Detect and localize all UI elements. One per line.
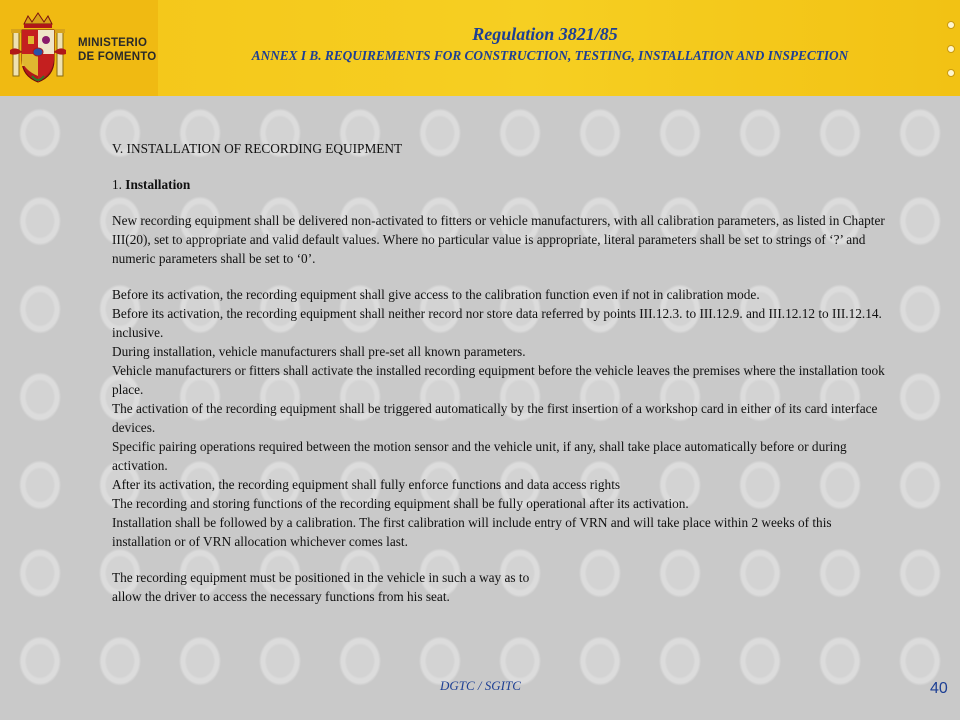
subsection-heading [112, 175, 892, 194]
paragraph: The recording equipment must be positioned in the vehicle in such a way as to [112, 570, 530, 585]
paragraph: After its activation, the recording equipment shall fully enforce functions and data access rights [112, 477, 621, 492]
paragraph: Installation shall be followed by a calibration. The first calibration will include entry of VRN and will take place within 2 weeks of this installation or of VRN allocation whichever comes last. [112, 515, 832, 549]
ministry-line-1: MINISTERIO [78, 37, 148, 49]
document-body [112, 139, 892, 606]
section-heading: V. INSTALLATION OF RECORDING EQUIPMENT [112, 141, 403, 156]
paragraph: New recording equipment shall be delivered non-activated to fitters or vehicle manufacturers, with all calibration parameters, as listed in Chapter III(20), set to appropriate and valid default values. Where no particular value is appropriate, literal parameters shall be set to strings of ‘?’ and numeric parameters shall be set to ‘0’. [112, 213, 885, 266]
decorative-dot-icon [947, 45, 955, 53]
decorative-dot-icon [947, 21, 955, 29]
slide-title: Regulation 3821/85 [472, 24, 618, 44]
paragraph: allow the driver to access the necessary functions from his seat. [112, 589, 450, 604]
subsection-title: Installation [125, 177, 191, 192]
paragraph: The activation of the recording equipment shall be triggered automatically by the first insertion of a workshop card in either of its card interface devices. [112, 401, 878, 435]
paragraph: Before its activation, the recording equipment shall neither record nor store data referred by points III.12.3. to III.12.9. and III.12.12 to III.12.14. inclusive. [112, 306, 882, 340]
ministry-line-2: DE FOMENTO [78, 51, 157, 63]
page-number: 40 [930, 680, 948, 697]
ministry-logo [0, 0, 158, 96]
footer-organization: DGTC / SGITC [440, 678, 521, 693]
decorative-dot-icon [947, 69, 955, 77]
coat-of-arms-icon [10, 10, 66, 88]
paragraph: Before its activation, the recording equipment shall give access to the calibration function even if not in calibration mode. [112, 287, 760, 302]
header-bar [0, 0, 960, 96]
paragraph: Vehicle manufacturers or fitters shall activate the installed recording equipment before the vehicle leaves the premises where the installation took place. [112, 363, 885, 397]
subsection-number: 1. [112, 177, 126, 192]
paragraph: During installation, vehicle manufacturers shall pre-set all known parameters. [112, 344, 526, 359]
paragraph: The recording and storing functions of the recording equipment shall be fully operational after its activation. [112, 496, 689, 511]
ministry-name [78, 36, 156, 64]
paragraph: Specific pairing operations required between the motion sensor and the vehicle unit, if any, shall take place automatically before or during activation. [112, 439, 847, 473]
slide-subtitle: ANNEX I B. REQUIREMENTS FOR CONSTRUCTION, TESTING, INSTALLATION AND INSPECTION [251, 48, 849, 63]
